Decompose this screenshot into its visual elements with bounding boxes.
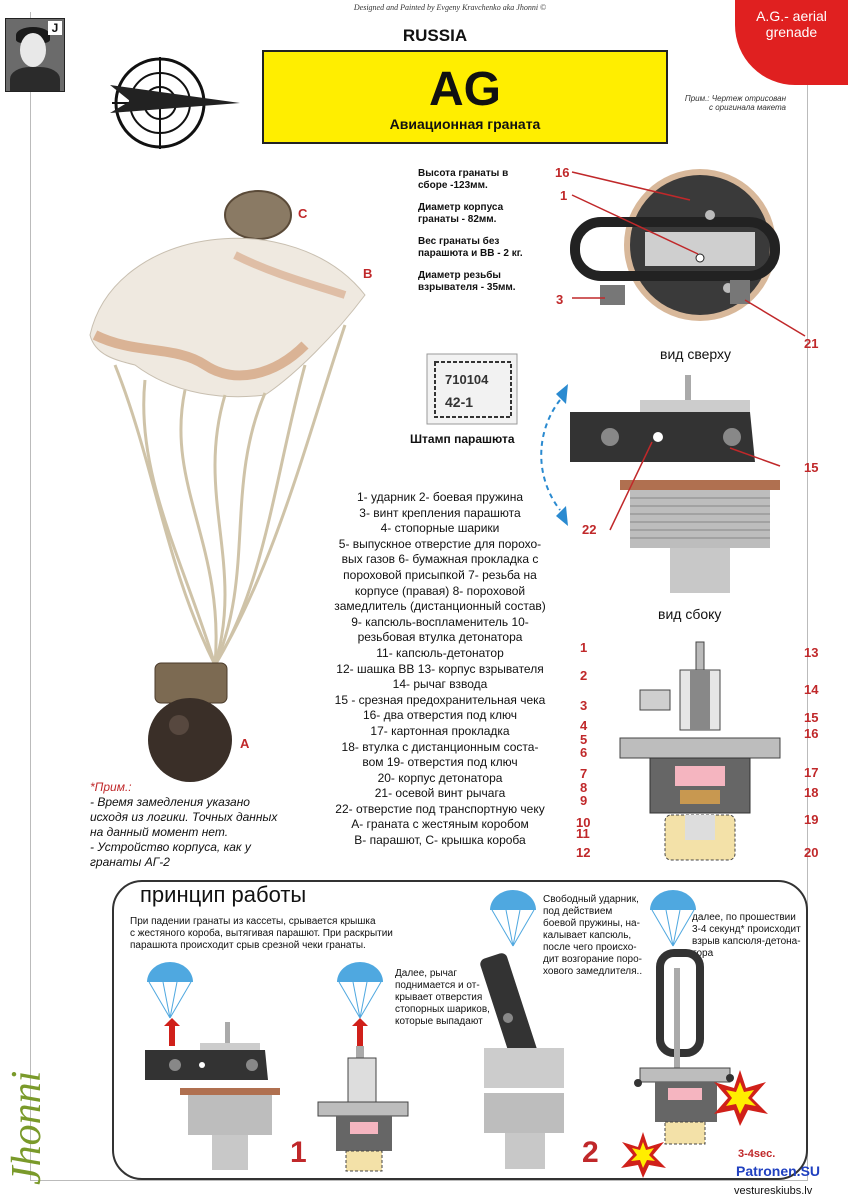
legend-line: пороховой присыпкой 7- резьба на [343,567,537,582]
footnote-line: - Время замедления указано [90,795,250,809]
callout-section-5: 5 [580,732,588,747]
spec-item: Высота гранаты в сборе -123мм. [418,168,509,191]
legend-line: 16- два отверстия под ключ [362,708,518,723]
footnote-line: - Устройство корпуса, как у [90,840,251,854]
callout-section-20: 20 [804,845,819,860]
callout-side-22: 22 [582,522,597,537]
explosion-icon [618,1130,668,1180]
footnote-line: на данный момент нет. [90,825,229,839]
legend-line: 14- рычаг взвода [392,677,488,692]
legend-line: вых газов 6- бумажная прокладка с [341,552,539,567]
photo-label-c: C [298,206,308,221]
principle-text-3: Свободный ударник, под действием боевой пружины, на- калывает капсюль, после чего происхо- дит возгорание поро- хового замедлителя.. [543,894,643,977]
footnote-star: *Прим.: [90,780,132,794]
stamp-caption: Штамп парашюта [410,432,515,446]
callout-section-18: 18 [804,785,819,800]
legend-line: 11- капсюль-детонатор [376,645,504,660]
callout-section-19: 19 [804,812,819,827]
badge-line2: grenade [765,24,818,40]
title-name: Авиационная граната [389,116,541,132]
legend-line: В- парашют, С- крышка короба [354,833,526,848]
callout-top-3: 3 [556,292,564,307]
step-1-number: 1 [290,1136,307,1169]
svg-text:710104: 710104 [445,372,489,387]
legend-line: 17- картонная прокладка [370,723,510,738]
legend-line: 20- корпус детонатора [377,770,503,785]
watermark-patronen[interactable]: Patronen.SU [736,1163,821,1179]
callout-section-17: 17 [804,765,819,780]
principle-text-1: При падении гранаты из кассеты, срывается крышка с жестяного короба, вытягивая парашют. При раскрытии парашюта происходит срыв срезной чеки гранаты. [130,916,393,951]
footnote [90,780,310,870]
signature-mark [0,1000,60,1190]
parachute-icon [648,888,698,948]
watermark-vesture[interactable]: vestureskiubs.lv [734,1185,813,1197]
step-2-number: 2 [582,1136,599,1169]
callout-section-2: 2 [580,668,588,683]
svg-text:42-1: 42-1 [445,394,474,410]
drawing-note-line2: с оригинала макета [708,103,786,112]
spec-item: Диаметр корпуса гранаты - 82мм. [418,202,504,225]
legend-line: 9- капсюль-воспламенитель 10- [351,614,529,629]
parachute-icon [488,888,538,948]
callout-section-12: 12 [576,845,591,860]
legend-line: 1- ударник 2- боевая пружина [356,490,524,504]
drawing-note-line1: Прим.: Чертеж отрисован [684,94,786,103]
drawing-note [676,94,786,112]
spec-item: Диаметр резьбы взрывателя - 35мм. [418,270,516,293]
callout-top-21: 21 [804,336,819,351]
top-view-caption: вид сверху [660,346,732,362]
spec-list [418,168,558,304]
callout-top-1: 1 [560,188,568,203]
parachute-icon [335,960,385,1020]
spec-item: Вес гранаты без парашюта и ВВ - 2 кг. [418,236,523,259]
callout-section-15: 15 [804,710,819,725]
callout-section-8: 8 [580,780,588,795]
parachute-icon [145,960,195,1020]
svg-text:Jhonni: Jhonni [4,1070,50,1185]
step1b-section-drawing [308,1018,418,1173]
callout-section-13: 13 [804,645,819,660]
legend-line: 12- шашка ВВ 13- корпус взрывателя [336,661,544,676]
j-logo: J [48,21,62,35]
legend-line: 3- винт крепления парашюта [359,505,521,520]
side-view-drawing [540,370,830,600]
principle-title: принцип работы [140,882,307,907]
side-view-caption: вид сбоку [658,606,722,622]
callout-section-14: 14 [804,682,819,697]
title-code: AG [429,63,501,116]
legend-line: резьбовая втулка детонатора [357,630,523,645]
legend-line: 5- выпускное отверстие для порохо- [338,536,542,551]
footnote-line: гранаты АГ-2 [90,855,170,869]
callout-side-15: 15 [804,460,819,475]
footnote-line: исходя из логики. Точных данных [90,810,278,824]
callout-section-16: 16 [804,726,819,741]
legend-line: корпусе (правая) 8- пороховой [354,583,526,598]
explosion-icon [710,1068,770,1128]
callout-section-9: 9 [580,793,588,808]
author-portrait [5,18,65,92]
callout-section-10: 10 [576,815,591,830]
legend-line: замедлитель (дистанционный состав) [334,599,546,614]
callout-top-16: 16 [555,165,570,180]
step1-fuse-drawing [140,1018,280,1173]
parts-legend [300,490,580,849]
title-box [262,50,668,144]
parachute-stamp-image [425,352,520,427]
callout-section-1: 1 [580,640,588,655]
legend-line: 15 - срезная предохранительная чека [334,692,546,707]
photo-label-b: B [363,266,373,281]
top-view-drawing [550,160,830,350]
aircraft-crosshair-icon [90,55,245,150]
principle-text-4: далее, по прошествии 3-4 секунд* происходит взрыв капсюля-детона- тора [692,912,801,959]
section-drawing [600,640,800,870]
principle-text-2: Далее, рычаг поднимается и от- крывает отверстия стопорных шариков, которые выпадают [395,968,490,1027]
callout-section-11: 11 [576,826,590,841]
photo-label-a: A [240,736,250,751]
legend-line: 18- втулка с дистанционным соста- [341,739,539,754]
callout-section-3: 3 [580,698,588,713]
badge-line1: A.G.- aerial [756,8,827,24]
legend-line: вом 19- отверстия под ключ [362,755,518,770]
callout-section-7: 7 [580,766,588,781]
callout-section-6: 6 [580,745,588,760]
credit-line: Designed and Painted by Evgeny Kravchenko aka Jhonni © [353,3,547,12]
callout-section-4: 4 [580,718,588,733]
legend-line: 21- осевой винт рычага [374,786,506,801]
timing-label: 3-4sec. [738,1148,776,1160]
legend-line: 22- отверстие под транспортную чеку [335,801,545,816]
step2-lever-drawing [470,948,570,1173]
country-label: RUSSIA [402,26,468,45]
legend-line: 4- стопорные шарики [380,521,500,536]
legend-line: А- граната с жестяным коробом [351,817,529,832]
